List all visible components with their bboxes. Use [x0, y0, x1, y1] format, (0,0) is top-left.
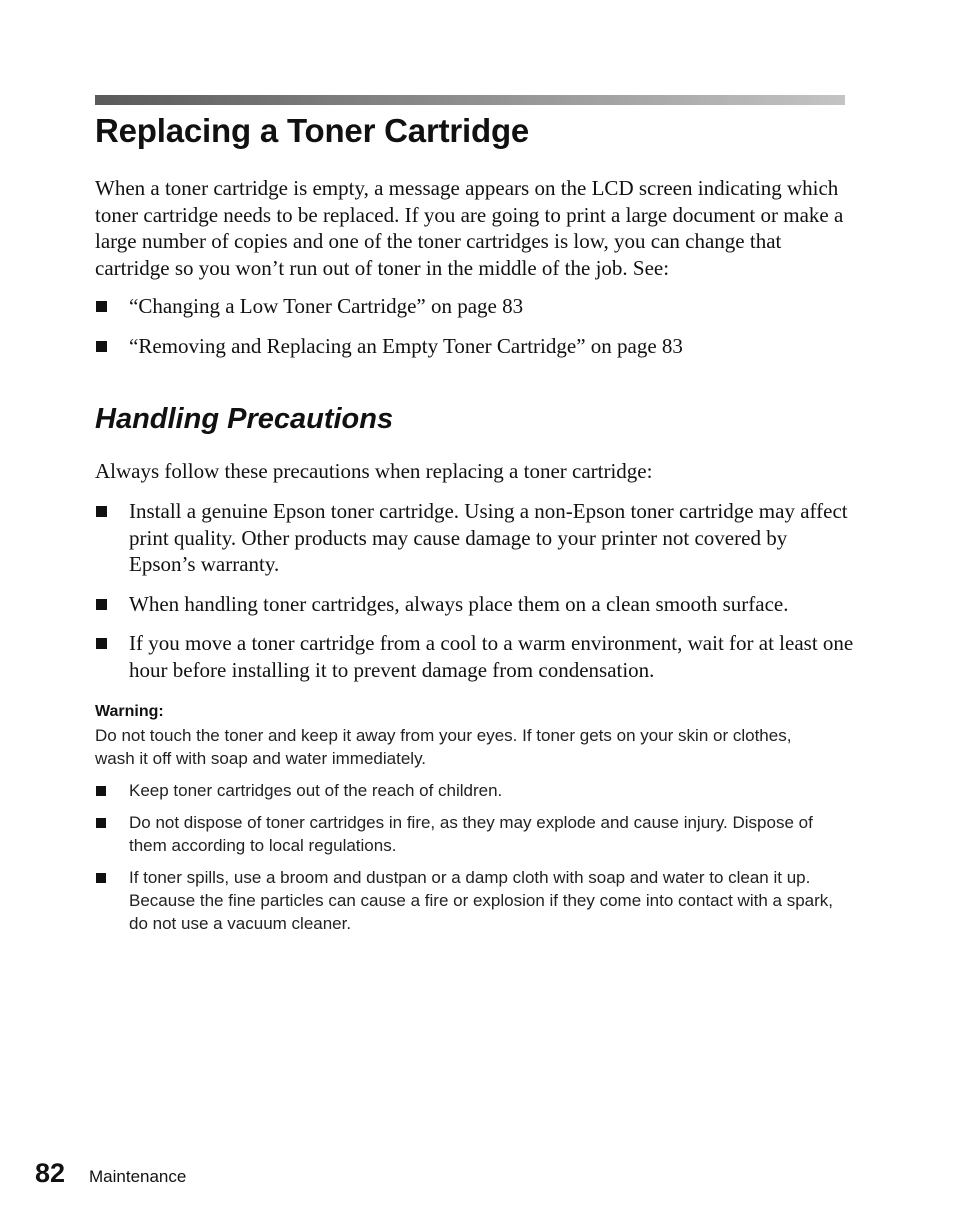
square-bullet-icon [96, 599, 107, 610]
warning-item-text: Do not dispose of toner cartridges in fire, as they may explode and cause injury. Dispose of them according to local regulations. [129, 813, 813, 855]
warning-list [95, 779, 835, 944]
warning-item-text: If toner spills, use a broom and dustpan or a damp cloth with soap and water to clean it up. Because the fine particles can cause a fire or explosion if they come into contact with a spark, do not use a vacuum cleaner. [129, 868, 833, 933]
square-bullet-icon [96, 818, 106, 828]
list-item [95, 498, 855, 578]
list-item [95, 866, 835, 935]
square-bullet-icon [96, 301, 107, 312]
square-bullet-icon [96, 638, 107, 649]
square-bullet-icon [96, 786, 106, 796]
warning-label: Warning: [95, 703, 164, 720]
list-item [95, 293, 855, 320]
precaution-text: When handling toner cartridges, always place them on a clean smooth surface. [129, 591, 789, 616]
precaution-text: Install a genuine Epson toner cartridge. Using a non-Epson toner cartridge may affect print quality. Other products may cause damage to your printer not covered by Epson’s warranty. [129, 499, 848, 576]
see-link-text: “Changing a Low Toner Cartridge” on page 83 [129, 294, 524, 318]
list-item [95, 333, 855, 360]
square-bullet-icon [96, 341, 107, 352]
section-title: Handling Precautions [95, 403, 394, 435]
top-rule [95, 95, 845, 105]
list-item [95, 811, 835, 857]
see-list [95, 293, 855, 372]
square-bullet-icon [96, 873, 106, 883]
warning-item-text: Keep toner cartridges out of the reach of children. [129, 781, 503, 800]
list-item [95, 630, 855, 683]
footer-section-label: Maintenance [89, 1167, 187, 1186]
list-item [95, 591, 855, 618]
see-link-text: “Removing and Replacing an Empty Toner Cartridge” on page 83 [129, 333, 683, 358]
intro-paragraph: When a toner cartridge is empty, a message appears on the LCD screen indicating which toner cartridge needs to be replaced. If you are going to print a large document or make a large number of copies and one of the toner cartridges is low, you can change that cartridge so you won’t run out of toner in the middle of the job. See: [95, 176, 844, 280]
page-number: 82 [35, 1158, 66, 1188]
precautions-list [95, 498, 855, 696]
list-item [95, 779, 835, 802]
square-bullet-icon [96, 506, 107, 517]
warning-text: Do not touch the toner and keep it away from your eyes. If toner gets on your skin or clothes, wash it off with soap and water immediately. [95, 726, 792, 768]
section-intro: Always follow these precautions when replacing a toner cartridge: [95, 459, 653, 483]
precaution-text: If you move a toner cartridge from a cool to a warm environment, wait for at least one hour before installing it to prevent damage from condensation. [129, 631, 854, 682]
page-title: Replacing a Toner Cartridge [95, 112, 530, 149]
